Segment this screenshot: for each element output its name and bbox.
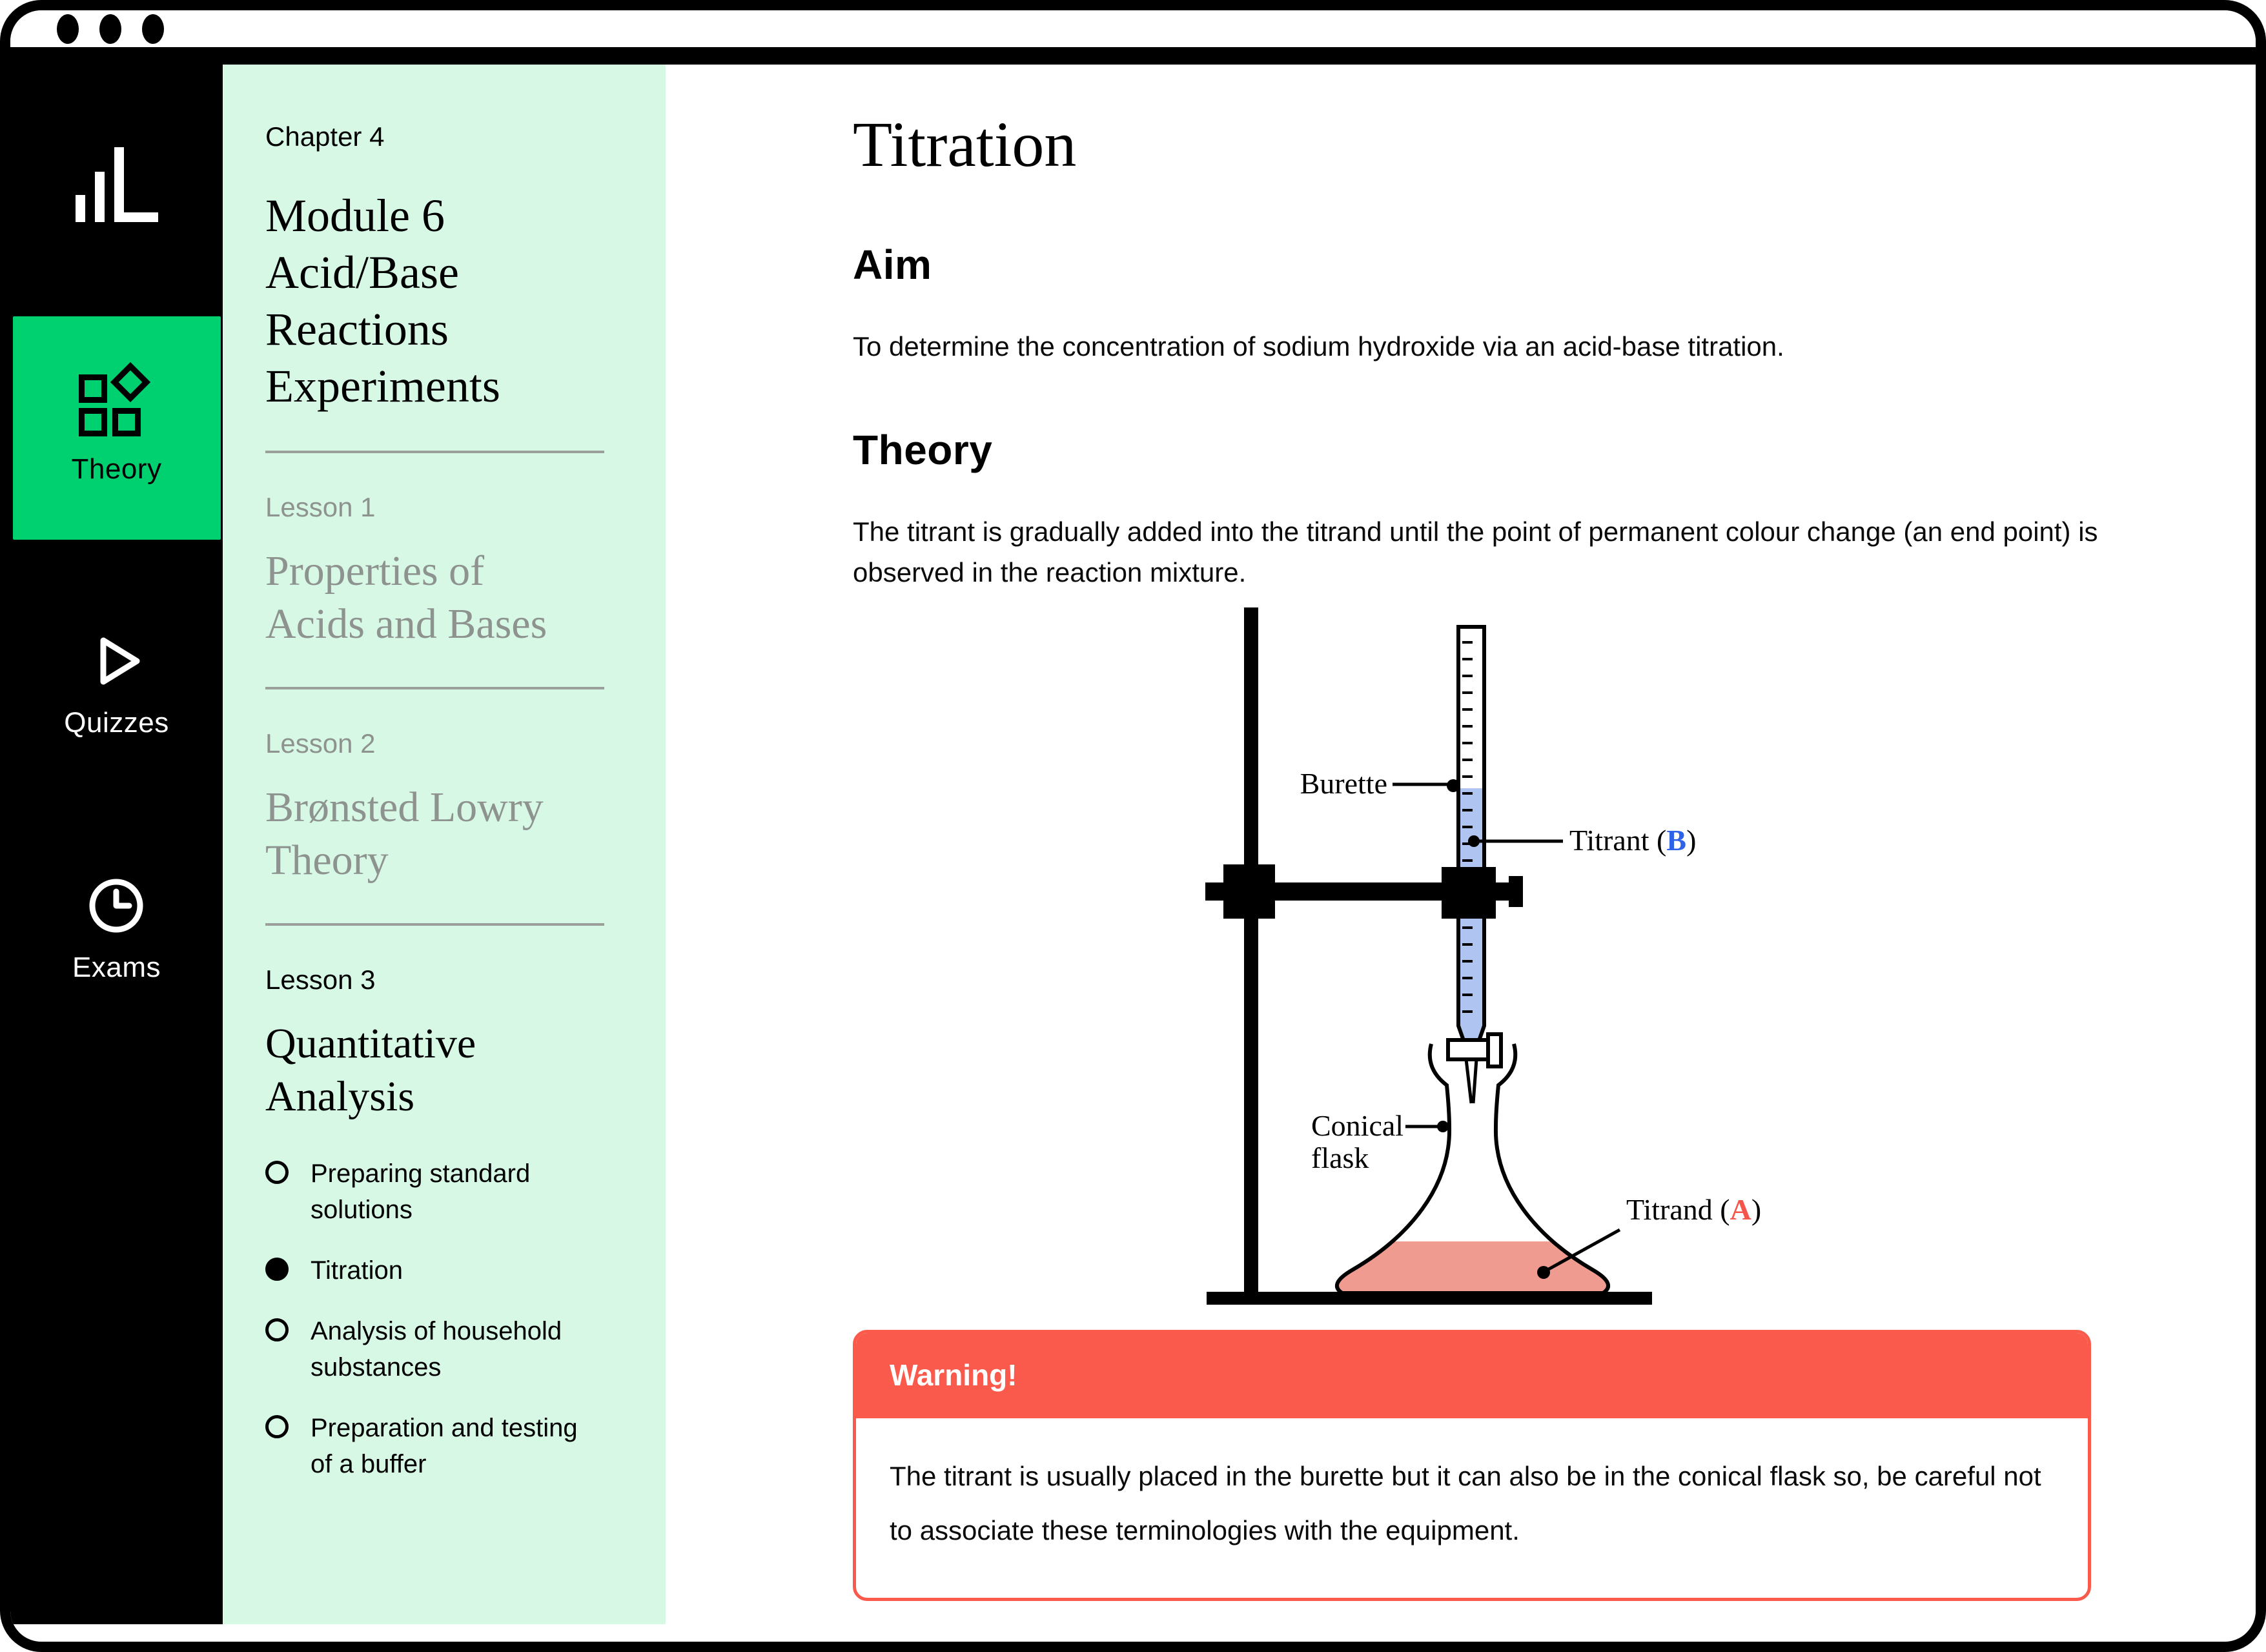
lesson-title: Properties of Acids and Bases [265, 547, 547, 648]
clock-icon [87, 876, 146, 939]
topic-item-preparation-and-testing-of-a-buffer[interactable] [265, 1410, 620, 1482]
nav-item-label: Quizzes [64, 707, 169, 739]
topic-item-titration[interactable] [265, 1252, 620, 1289]
divider [265, 687, 604, 689]
nav-item-exams[interactable] [72, 876, 161, 984]
sidebar-item-lesson-2[interactable] [265, 728, 620, 887]
sidebar-item-lesson-1[interactable] [265, 492, 620, 651]
window-control-dot[interactable] [57, 14, 79, 44]
play-icon [87, 631, 146, 694]
burette-callout [1300, 767, 1460, 800]
radio-selected-icon[interactable] [265, 1258, 289, 1281]
aim-heading: Aim [853, 241, 932, 288]
warning-header [856, 1333, 2088, 1418]
svg-text:Titrant (B): Titrant (B) [1569, 824, 1697, 857]
sidebar-item-lesson-3[interactable] [265, 964, 620, 1123]
primary-nav [10, 65, 223, 1624]
lesson-title: Quantitative Analysis [265, 1020, 476, 1120]
lesson-label: Lesson 1 [265, 492, 376, 522]
topic-label: Preparing standard solutions [311, 1159, 531, 1224]
svg-text:Burette: Burette [1300, 767, 1387, 800]
nav-item-quizzes[interactable] [64, 631, 168, 739]
clamp-knob [1509, 876, 1523, 907]
radio-unselected-icon[interactable] [265, 1415, 289, 1438]
topic-item-analysis-of-household-substances[interactable] [265, 1313, 620, 1385]
topic-label: Titration [311, 1256, 403, 1285]
divider [265, 451, 604, 453]
svg-text:Conical: Conical [1311, 1109, 1404, 1142]
topic-label: Preparation and testing of a buffer [311, 1414, 578, 1478]
app-logo-bar-chart-icon[interactable] [76, 147, 158, 222]
titration-diagram-svg [1182, 602, 1789, 1312]
window-control-dot[interactable] [142, 14, 164, 44]
window-control-dot[interactable] [99, 14, 121, 44]
lesson-content [666, 65, 2256, 1624]
aim-paragraph: To determine the concentration of sodium hydroxide via an acid-base titration. [853, 331, 1784, 362]
svg-text:flask: flask [1311, 1141, 1369, 1174]
nav-item-theory[interactable] [13, 316, 221, 540]
lesson-title: Brønsted Lowry Theory [265, 784, 544, 884]
chapter-label: Chapter 4 [265, 121, 385, 152]
window-titlebar [10, 10, 2256, 65]
svg-text:Titrand (A): Titrand (A) [1626, 1193, 1762, 1226]
theory-heading: Theory [853, 427, 993, 473]
clamp-boss [1223, 864, 1275, 919]
divider [265, 923, 604, 926]
burette-clamp [1442, 867, 1496, 919]
lesson-label: Lesson 3 [265, 964, 376, 995]
topic-list [265, 1156, 620, 1482]
warning-title: Warning! [890, 1358, 1017, 1392]
radio-unselected-icon[interactable] [265, 1318, 289, 1341]
module-title: Module 6 Acid/Base Reactions Experiments [265, 190, 500, 412]
course-outline-sidebar [223, 65, 666, 1624]
titrant-callout [1468, 824, 1696, 857]
lesson-label: Lesson 2 [265, 728, 376, 759]
modules-grid-icon [79, 371, 155, 440]
warning-text: The titrant is usually placed in the burette but it can also be in the conical flask so, be careful not to associate these terminologies with the equipment. [890, 1461, 2041, 1545]
page-title: Titration [853, 108, 1077, 180]
conical-flask-callout [1311, 1109, 1449, 1174]
topic-label: Analysis of household substances [311, 1317, 562, 1382]
radio-unselected-icon[interactable] [265, 1161, 289, 1184]
nav-item-label: Exams [72, 952, 161, 983]
stand-pole [1244, 607, 1258, 1293]
nav-item-label: Theory [71, 453, 162, 485]
warning-callout [853, 1330, 2091, 1601]
theory-paragraph: The titrant is gradually added into the titrand until the point of permanent colour change (an end point) is observed in the reaction mixture. [853, 516, 2098, 587]
topic-item-preparing-standard-solutions[interactable] [265, 1156, 620, 1228]
titration-apparatus-diagram [1182, 602, 1789, 1312]
